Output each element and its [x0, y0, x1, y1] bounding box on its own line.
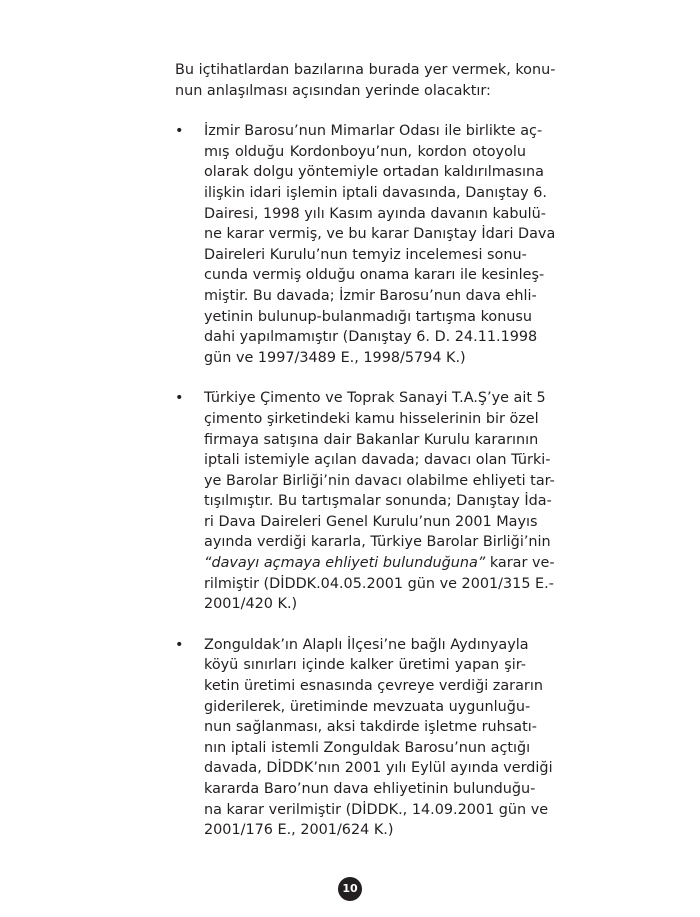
item-line: Türkiye Çimento ve Toprak Sanayi T.A.Ş’ye ait 5 [204, 390, 546, 407]
item-line: Daireleri Kurulu’nun temyiz incelemesi sonu- [204, 246, 527, 263]
item-line: ayında verdiği kararla, Türkiye Barolar Birliği’nin [204, 534, 551, 551]
item-line: ri Dava Daireleri Genel Kurulu’nun 2001 Mayıs [204, 513, 538, 530]
item-line: miştir. Bu davada; İzmir Barosu’nun dava ehli- [204, 287, 537, 304]
item-line: köyü sınırları içinde kalker üretimi yapan şir- [204, 657, 526, 674]
item-line: ne karar vermiş, ve bu karar Danıştay İdari Dava [204, 226, 556, 243]
item-line: na karar verilmiştir (DİDDK., 14.09.2001 gün ve [204, 801, 549, 818]
list-item [175, 121, 556, 368]
item-line-mixed [204, 553, 555, 574]
page-number-badge: 10 [338, 877, 362, 901]
item-line: İzmir Barosu’nun Mimarlar Odası ile birlikte aç- [204, 123, 543, 140]
item-line: gün ve 1997/3489 E., 1998/5794 K.) [204, 349, 466, 366]
item-line: cunda vermiş olduğu onama kararı ile kesinleş- [204, 267, 545, 284]
bullet-icon: • [175, 123, 184, 140]
item-line: davada, DİDDK’nın 2001 yılı Eylül ayında verdiği [204, 760, 553, 777]
item-line: Zonguldak’ın Alaplı İlçesi’ne bağlı Aydınyayla [204, 636, 529, 653]
item-line-suffix: karar ve- [485, 555, 555, 572]
intro-paragraph [175, 60, 556, 101]
item-line: ilişkin idari işlemin iptali davasında, Danıştay 6. [204, 184, 547, 201]
italic-phrase: “davayı açmaya ehliyeti bulunduğuna” [204, 555, 486, 572]
bullet-icon: • [175, 390, 184, 407]
item-line: ketin üretimi esnasında çevreye verdiği zararın [204, 678, 543, 695]
item-line: dahi yapılmamıştır (Danıştay 6. D. 24.11.1998 [204, 329, 538, 346]
item-line: 2001/176 E., 2001/624 K.) [204, 822, 394, 839]
item-line: firmaya satışına dair Bakanlar Kurulu kararının [204, 431, 539, 448]
item-line: olarak dolgu yöntemiyle ortadan kaldırılmasına [204, 164, 544, 181]
item-line: rilmiştir (DİDDK.04.05.2001 gün ve 2001/315 E.- [204, 575, 554, 592]
item-line: giderilerek, üretiminde mevzuata uygunluğu- [204, 698, 531, 715]
item-line: nun sağlanması, aksi takdirde işletme ruhsatı- [204, 719, 537, 736]
page-body [175, 60, 556, 861]
item-line: yetinin bulunup-bulanmadığı tartışma konusu [204, 308, 533, 325]
item-line: ye Barolar Birliği’nin davacı olabilme ehliyeti tar- [204, 472, 555, 489]
item-line: tışılmıştır. Bu tartışmalar sonunda; Danıştay İda- [204, 493, 552, 510]
item-line: nın iptali istemli Zonguldak Barosu’nun açtığı [204, 739, 531, 756]
intro-line: nun anlaşılması açısından yerinde olacaktır: [175, 82, 491, 99]
item-line: 2001/420 K.) [204, 596, 298, 613]
bullet-icon: • [175, 636, 184, 653]
item-line: çimento şirketindeki kamu hisselerinin bir özel [204, 410, 539, 427]
intro-line: Bu içtihatlardan bazılarına burada yer vermek, konu- [175, 62, 556, 78]
list-item [175, 388, 555, 615]
item-line: kararda Baro’nun dava ehliyetinin bulunduğu- [204, 781, 536, 797]
item-line: mış olduğu Kordonboyu’nun, kordon otoyolu [204, 143, 526, 160]
list-item [175, 635, 553, 841]
item-line: iptali istemiyle açılan davada; davacı olan Türki- [204, 452, 551, 469]
item-line: Dairesi, 1998 yılı Kasım ayında davanın kabulü- [204, 205, 546, 222]
